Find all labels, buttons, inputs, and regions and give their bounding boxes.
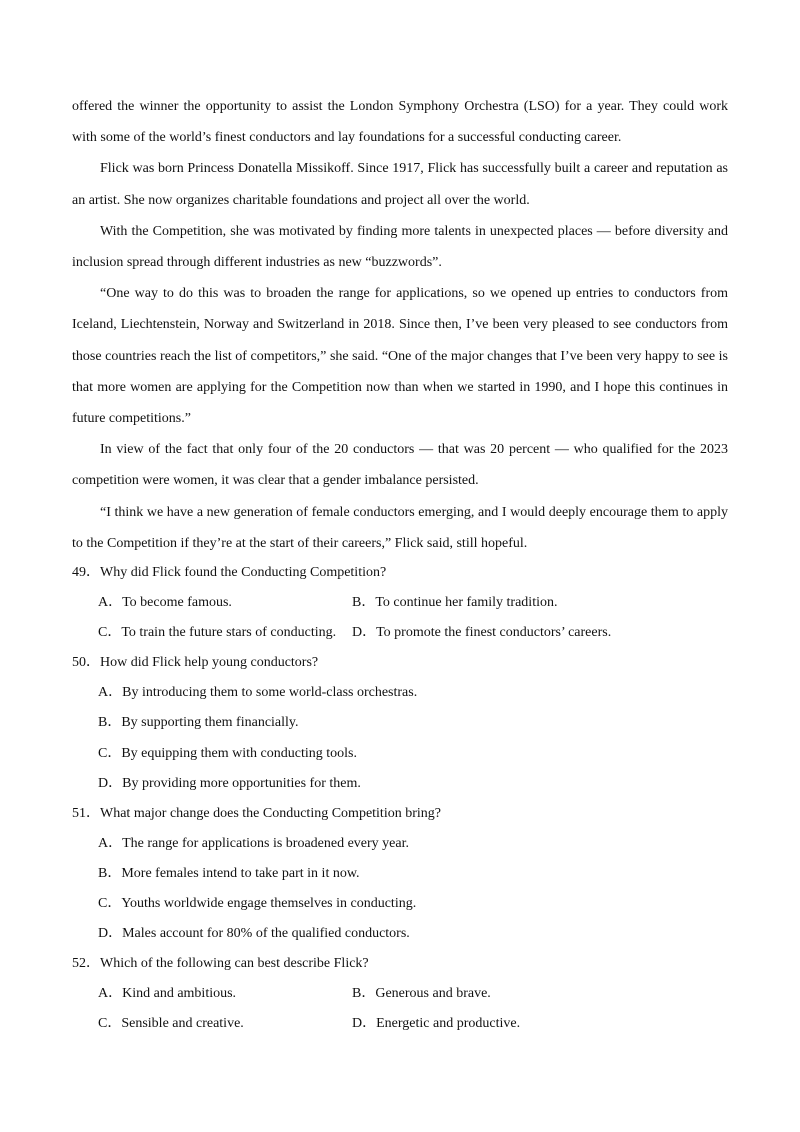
question-list bbox=[72, 558, 728, 1040]
passage-paragraph: With the Competition, she was motivated by finding more talents in unexpected places — before diversity and inclusion spread through different industries as new “buzzwords”. bbox=[72, 223, 728, 271]
option-c: C．By equipping them with conducting tools. bbox=[98, 745, 357, 761]
passage-paragraph: In view of the fact that only four of the 20 conductors — that was 20 percent — who qualified for the 2023 competition were women, it was clear that a gender imbalance persisted. bbox=[72, 442, 728, 489]
question-49 bbox=[72, 558, 728, 648]
option-c: C．Sensible and creative. bbox=[98, 1016, 244, 1032]
option-a: A．To become famous. bbox=[98, 595, 232, 611]
option-b: B．Generous and brave. bbox=[352, 986, 491, 1002]
question-stem: 49．Why did Flick found the Conducting Competition? bbox=[72, 565, 387, 580]
passage-paragraph: “One way to do this was to broaden the range for applications, so we opened up entries to conductors from Iceland, Liechtenstein, Norway and Switzerland in 2018. Since then, I’ve been very pleased to see conductors from those countries reach the list of competitors,” she said. “One of the major changes that I’ve been very happy to see is that more women are applying for the Competition now than when we started in 1990, and I hope this continues in future competitions.” bbox=[72, 286, 728, 427]
option-d: D．Males account for 80% of the qualified conductors. bbox=[98, 926, 410, 942]
option-list bbox=[72, 588, 728, 648]
option-d: D．To promote the finest conductors’ careers. bbox=[352, 625, 612, 641]
question-stem: 51．What major change does the Conducting Competition bring? bbox=[72, 805, 441, 821]
option-b: B．More females intend to take part in it now. bbox=[98, 865, 360, 881]
passage-paragraph: offered the winner the opportunity to assist the London Symphony Orchestra (LSO) for a year. They could work with some of the world’s finest conductors and lay foundations for a successful conducting career. bbox=[72, 99, 728, 146]
question-stem: 50．How did Flick help young conductors? bbox=[72, 655, 319, 671]
question-stem: 52．Which of the following can best describe Flick? bbox=[72, 956, 369, 972]
reading-passage bbox=[72, 91, 728, 559]
option-b: B．By supporting them financially. bbox=[98, 715, 299, 731]
question-50 bbox=[72, 648, 728, 798]
passage-paragraph: Flick was born Princess Donatella Missikoff. Since 1917, Flick has successfully built a career and reputation as an artist. She now organizes charitable foundations and project all over the world. bbox=[72, 161, 728, 208]
option-a: A．The range for applications is broadened every year. bbox=[98, 835, 409, 851]
option-a: A．By introducing them to some world-class orchestras. bbox=[98, 685, 418, 701]
question-51 bbox=[72, 799, 728, 949]
option-list bbox=[72, 979, 728, 1039]
option-d: D．By providing more opportunities for them. bbox=[98, 775, 361, 791]
option-list bbox=[72, 829, 728, 949]
option-list bbox=[72, 678, 728, 798]
passage-paragraph: “I think we have a new generation of female conductors emerging, and I would deeply encourage them to apply to the Competition if they’re at the start of their careers,” Flick said, still hopeful. bbox=[72, 504, 728, 551]
option-c: C．To train the future stars of conducting. bbox=[98, 625, 337, 641]
option-d: D．Energetic and productive. bbox=[352, 1016, 521, 1032]
option-a: A．Kind and ambitious. bbox=[98, 986, 237, 1002]
option-b: B．To continue her family tradition. bbox=[352, 595, 558, 611]
option-c: C．Youths worldwide engage themselves in conducting. bbox=[98, 896, 417, 912]
question-52 bbox=[72, 949, 728, 1039]
